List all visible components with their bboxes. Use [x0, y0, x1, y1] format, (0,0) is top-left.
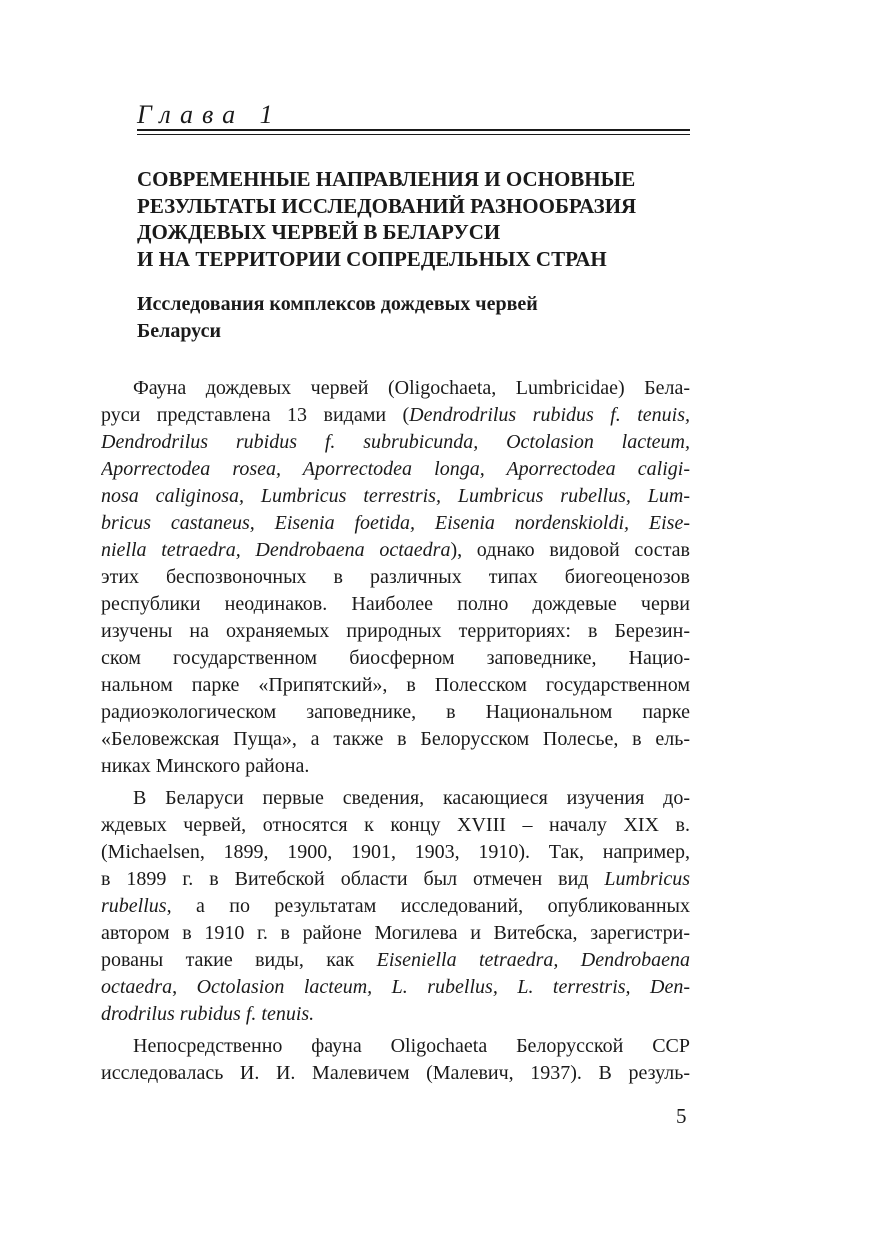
- text-line: [101, 812, 690, 839]
- text-span: ждевых червей, относятся к концу XVIII – началу XIX в.: [101, 814, 690, 836]
- page-number: 5: [676, 1104, 687, 1128]
- text-line: [101, 645, 690, 672]
- header-rule-thick: [137, 129, 690, 131]
- section-subtitle: [137, 291, 697, 345]
- chapter-heading: Глава 1: [137, 100, 282, 129]
- text-line: [101, 456, 690, 483]
- title-line: И НА ТЕРРИТОРИИ СОПРЕДЕЛЬНЫХ СТРАН: [137, 246, 607, 271]
- text-span: Фауна дождевых червей (Oligochaeta, Lumbricidae) Бела-: [133, 377, 690, 399]
- text-line: [101, 483, 690, 510]
- text-span: этих беспозвоночных в различных типах биогеоценозов: [101, 566, 690, 588]
- text-span: радиоэкологическом заповеднике, в Национальном парке: [101, 701, 690, 723]
- text-span: ,: [172, 976, 197, 998]
- text-line: [101, 893, 690, 920]
- text-line: [101, 510, 690, 537]
- text-span: исследовалась И. И. Малевичем (Малевич, 1937). В резуль-: [101, 1062, 690, 1084]
- text-line: [101, 375, 690, 402]
- text-span: руси представлена 13 видами (: [101, 404, 410, 426]
- italic-span: Aporrectodea rosea, Aporrectodea longa, Aporrectodea caligi-: [101, 458, 690, 480]
- paragraph: [101, 785, 690, 1028]
- text-line: [101, 591, 690, 618]
- text-line: [101, 974, 690, 1001]
- text-line: [101, 672, 690, 699]
- text-line: [101, 402, 690, 429]
- text-line: [101, 839, 690, 866]
- text-span: «Беловежская Пуща», а также в Белорусском Полесье, в ель-: [101, 728, 690, 750]
- title-line: РЕЗУЛЬТАТЫ ИССЛЕДОВАНИЙ РАЗНООБРАЗИЯ: [137, 193, 637, 218]
- italic-span: octaedra: [101, 976, 173, 998]
- text-span: рованы такие виды, как: [101, 949, 377, 971]
- text-span: ), однако видовой состав: [450, 539, 690, 561]
- text-span: нальном парке «Припятский», в Полесском государственном: [101, 674, 690, 696]
- text-line: [101, 1001, 690, 1028]
- italic-span: Lumbricus: [604, 868, 690, 890]
- text-span: автором в 1910 г. в районе Могилева и Витебска, зарегистри-: [101, 922, 690, 944]
- text-line: [101, 699, 690, 726]
- text-line: [101, 537, 690, 564]
- text-line: [101, 866, 690, 893]
- text-span: В Беларуси первые сведения, касающиеся изучения до-: [133, 787, 690, 809]
- text-line: [101, 429, 690, 456]
- text-line: [101, 947, 690, 974]
- subtitle-line: Исследования комплексов дождевых червей: [137, 293, 538, 315]
- text-span: ском государственном биосферном заповеднике, Нацио-: [101, 647, 690, 669]
- text-span: (Michaelsen, 1899, 1900, 1901, 1903, 1910). Так, например,: [101, 841, 690, 863]
- text-line: [101, 618, 690, 645]
- title-line: ДОЖДЕВЫХ ЧЕРВЕЙ В БЕЛАРУСИ: [137, 220, 501, 244]
- chapter-title: [137, 166, 697, 272]
- text-line: [101, 920, 690, 947]
- subtitle-line: Беларуси: [137, 320, 221, 342]
- text-line: [101, 564, 690, 591]
- paragraph: [101, 375, 690, 780]
- text-span: в 1899 г. в Витебской области был отмечен вид: [101, 868, 605, 890]
- italic-span: rubellus: [101, 895, 167, 917]
- body-text: [101, 375, 690, 1087]
- paragraph: [101, 1033, 690, 1087]
- text-line: [101, 785, 690, 812]
- italic-span: Eiseniella tetraedra, Dendrobaena: [376, 949, 690, 971]
- text-span: никах Минского района.: [101, 755, 310, 777]
- italic-span: bricus castaneus, Eisenia foetida, Eisenia nordenskioldi, Eise-: [101, 512, 690, 534]
- italic-span: Dendrodrilus rubidus f. subrubicunda, Octolasion lacteum,: [101, 431, 690, 453]
- text-line: [101, 1060, 690, 1087]
- text-span: , а по результатам исследований, опубликованных: [166, 895, 690, 917]
- italic-span: nosa caliginosa, Lumbricus terrestris, Lumbricus rubellus, Lum-: [101, 485, 690, 507]
- italic-span: Octolasion lacteum, L. rubellus, L. terrestris, Den-: [196, 976, 690, 998]
- italic-span: Dendrodrilus rubidus f. tenuis,: [409, 404, 690, 426]
- text-line: [101, 726, 690, 753]
- text-span: республики неодинаков. Наиболее полно дождевые черви: [101, 593, 690, 615]
- text-span: Непосредственно фауна Oligochaeta Белорусской ССР: [133, 1035, 690, 1057]
- italic-span: drodrilus rubidus f. tenuis.: [101, 1003, 315, 1025]
- text-line: [101, 1033, 690, 1060]
- header-rule-thin: [137, 134, 690, 135]
- title-line: СОВРЕМЕННЫЕ НАПРАВЛЕНИЯ И ОСНОВНЫЕ: [137, 167, 636, 191]
- italic-span: niella tetraedra, Dendrobaena octaedra: [101, 539, 451, 561]
- text-span: изучены на охраняемых природных территориях: в Березин-: [101, 620, 690, 642]
- text-line: [101, 753, 690, 780]
